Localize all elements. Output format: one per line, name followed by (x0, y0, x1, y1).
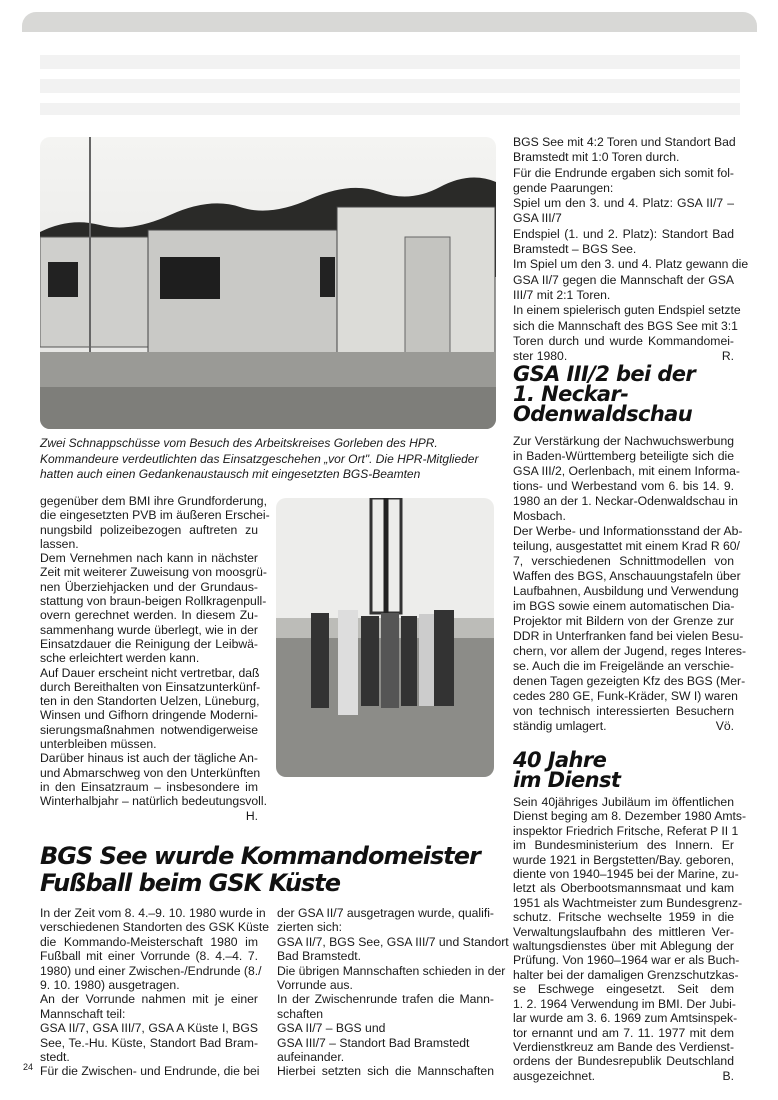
text-line: stattung von braun-beigen Rollkragenpull- (40, 594, 267, 609)
headline-line: Fußball beim GSK Küste (40, 869, 341, 897)
text-line: denen Tagen gezeigten Kfz des BGS (Mer- (513, 674, 746, 688)
text-line: unterbleiben müssen. (40, 737, 157, 752)
text-line: Waffen des BGS, Anschauungstafeln über (513, 569, 741, 583)
text-line: Endspiel (1. und 2. Platz): Standort Bad (513, 226, 734, 241)
text-line: se Eschwege eingesetzt. Seit dem (513, 982, 734, 997)
text-line: Toren durch und wurde Kommandomei- (513, 333, 734, 348)
text-line: Bramstedt – BGS See. (513, 242, 637, 257)
text-line: se. Auch die im Freigelände an verschie- (513, 659, 734, 673)
text-line: tor ernannt und am 7. 11. 1977 mit dem (513, 1025, 734, 1040)
football-column-1 (40, 906, 269, 1079)
headline-line: 1. Neckar- (513, 382, 629, 406)
text-line: Der Werbe- und Informationsstand der Ab- (513, 524, 743, 538)
text-line: wurde 1921 in Bergstetten/Bay. geboren, (513, 852, 734, 867)
football-headline (40, 843, 480, 897)
text-line: Hierbei setzten sich die Mannschaften (277, 1064, 494, 1079)
headline-line: 40 Jahre (513, 748, 607, 772)
text-line: Vorrunde aus. (277, 978, 353, 993)
text-line: schutz. Fritsche wechselte 1959 in die (513, 910, 734, 925)
text-line: GSA III/2, Oerlenbach, mit einem Informa- (513, 464, 740, 478)
headline-line: BGS See wurde Kommandomeister (40, 842, 480, 870)
text-line: Im Spiel um den 3. und 4. Platz gewann die (513, 257, 749, 272)
photo-containers (40, 137, 496, 429)
page-header-band (22, 12, 757, 32)
text-line: Bad Bramstedt. (277, 949, 361, 964)
text-line: An der Vorrunde nahmen mit je einer (40, 992, 258, 1007)
text-line: GSA II/7, GSA III/7, GSA A Küste I, BGS (40, 1021, 258, 1036)
text-line: halter bei der damaligen Grenzschutzkas- (513, 967, 739, 982)
text-line: zierten sich: (277, 920, 343, 935)
text-line: nungsbild polizeibezogen auftreten zu (40, 522, 258, 537)
text-line: DDR in Unterfranken fand bei vielen Besu- (513, 629, 744, 643)
text-line: nen Überziehjacken und der Grundaus- (40, 579, 258, 594)
text-line: In der Zeit vom 8. 4.–9. 10. 1980 wurde in (40, 906, 266, 920)
text-line: Laufbahnen, Ausbildung und Verwendung (513, 584, 739, 598)
text-line: Mannschaft teil: (40, 1006, 126, 1021)
jubilee-article (513, 795, 747, 1083)
text-line: die eingesetzten PVB im äußeren Erschei- (40, 508, 270, 523)
text-line: durch Bereithalten von Einsatzunterkünf- (40, 679, 261, 694)
text-line: III/7 mit 2:1 Toren. (513, 287, 611, 302)
text-line: Dem Vernehmen nach kann in nächster (40, 551, 258, 566)
text-line: Prüfung. Von 1960–1964 war er als Buch- (513, 953, 740, 968)
text-line: In einem spielerisch guten Endspiel setzte (513, 303, 741, 318)
text-line: tions- und Werbestand vom 6. bis 14. 9. (513, 479, 734, 493)
text-line: 9. 10. 1980) ausgetragen. (40, 978, 180, 993)
text-line: lar wurde am 3. 6. 1969 zum Amtsinspek- (513, 1011, 738, 1026)
text-line: cedes 280 GE, Funk-Kräder, SW I) waren (513, 689, 738, 703)
text-line: Dienst beging am 8. Dezember 1980 Amts- (513, 809, 747, 824)
text-line: und Abmarschweg von den Unterkünften (40, 765, 261, 780)
football-column-3 (513, 135, 749, 364)
text-line: teilung, ausgestattet mit einem Krad R 60/ (513, 539, 740, 553)
text-line: ausgezeichnet. (513, 1068, 595, 1083)
text-line: Verdienstkreuz am Bande des Verdienst- (513, 1039, 734, 1054)
neckar-headline (513, 364, 695, 424)
text-line: gegenüber dem BMI ihre Grundforderung, (40, 494, 267, 508)
text-line: Mosbach. (513, 509, 566, 523)
text-line: GSA II/7, BGS See, GSA III/7 und Standort (277, 934, 509, 949)
text-line: Auf Dauer erscheint nicht vertretbar, daß (40, 665, 260, 680)
text-line: Zur Verstärkung der Nachwuchswerbung (513, 434, 734, 448)
text-line: sich die Mannschaft des BGS See mit 3:1 (513, 318, 738, 333)
text-line: Für die Zwischen- und Endrunde, die bei (40, 1064, 260, 1079)
text-line: stedt. (40, 1050, 70, 1065)
text-line: im BGS sowie einem automatischen Dia- (513, 599, 735, 613)
neckar-article (513, 434, 747, 734)
text-line: Verwaltungslaufbahn des mittleren Ver- (513, 924, 734, 939)
author-signature: Vö. (715, 719, 734, 733)
text-line: in den Einsatzraum – insbesondere im (40, 779, 258, 794)
text-line: ordens der Bundesrepublik Deutschland (513, 1054, 734, 1069)
text-line: in Baden-Württemberg beteiligte sich die (513, 449, 734, 463)
text-line: Die übrigen Mannschaften schieden in der (277, 963, 506, 978)
text-line: der GSA II/7 ausgetragen wurde, qualifi- (277, 906, 494, 920)
text-line: GSA III/7 – Standort Bad Bramstedt (277, 1035, 470, 1050)
author-signature: B. (722, 1068, 734, 1083)
photo-group (276, 498, 494, 777)
text-line: See, Te.-Hu. Küste, Standort Bad Bram- (40, 1035, 258, 1050)
text-line: die Kommando-Meisterschaft 1980 im (40, 934, 258, 949)
headline-line: im Dienst (513, 768, 621, 792)
football-column-2 (277, 906, 509, 1079)
page-number: 24 (23, 1062, 34, 1072)
text-line: sammenhang wurde überlegt, wie in der (40, 622, 258, 637)
text-line: 1. 2. 1964 Verwendung im BMI. Der Jubi- (513, 996, 736, 1011)
author-signature: H. (245, 808, 258, 823)
text-line: 1980) und einer Zwischen-/Endrunde (8./ (40, 963, 262, 978)
text-line: In der Zwischenrunde trafen die Mann- (277, 992, 494, 1007)
text-line: Fußball mit einer Vorrunde (8. 4.–4. 7. (40, 949, 258, 964)
text-line: BGS See mit 4:2 Toren und Standort Bad (513, 135, 736, 149)
text-line: 7, verschiedenen Schnittmodellen von (513, 554, 734, 568)
text-line: Darüber hinaus ist auch der tägliche An- (40, 751, 258, 766)
text-line: Bramstedt mit 1:0 Toren durch. (513, 150, 680, 165)
text-line: aufeinander. (277, 1050, 345, 1065)
headline-line: GSA III/2 bei der (513, 362, 696, 386)
jubilee-headline (513, 750, 620, 790)
text-line: sierungsmaßnahmen notwendigerweise (40, 722, 258, 737)
text-line: GSA III/7 (513, 211, 562, 226)
closing-line (40, 809, 258, 823)
bleedthrough (40, 55, 740, 115)
text-line: ständig umlagert. (513, 719, 607, 733)
text-line: diente von 1940–1945 bei der Marine, zu- (513, 867, 739, 882)
left-article (40, 494, 270, 823)
text-line: 1980 an der 1. Neckar-Odenwaldschau in (513, 494, 738, 508)
text-line: chern, vor allem der Jugend, reges Interes- (513, 644, 747, 658)
photo-caption: Zwei Schnappschüsse vom Besuch des Arbeitskreises Gorleben des HPR. Kommandeure verdeutlichten das Einsatzgeschehen „vor Ort". Die HPR-Mitglieder hatten auch einen Gedankenaustausch mit eingesetzten BGS-Beamten (40, 436, 479, 481)
text-line: gende Paarungen: (513, 180, 614, 195)
text-line: overn gerechnet werden. In diesem Zu- (40, 608, 258, 623)
text-line: ster 1980. (513, 349, 568, 364)
text-line: Projektor mit Bildern von der Grenze zur (513, 614, 734, 628)
text-line: ten in den Standorten Uelzen, Lüneburg, (40, 694, 260, 709)
author-signature: R. (721, 349, 734, 364)
text-line: GSA II/7 – BGS und (277, 1021, 386, 1036)
text-line: Winsen und Gifhorn dringende Moderni- (40, 708, 258, 723)
text-line: schaften (277, 1006, 324, 1021)
text-line: GSA II/7 gegen die Mannschaft der GSA (513, 272, 734, 287)
headline-line: Odenwaldschau (513, 402, 693, 426)
text-line: Zeit mit weiterer Zuweisung von moosgrü- (40, 565, 267, 580)
text-line: von technisch interessierten Besuchern (513, 704, 734, 718)
text-line: Sein 40jähriges Jubiläum im öffentlichen (513, 795, 734, 809)
text-line: sche erleichtert werden kann. (40, 651, 200, 666)
closing-line (513, 1069, 734, 1083)
text-line: Einsatzdauer die Reinigung der Leibwä- (40, 636, 258, 651)
text-line: Spiel um den 3. und 4. Platz: GSA II/7 – (513, 196, 734, 211)
text-line: Winterhalbjahr – natürlich bedeutungsvoll. (40, 794, 267, 809)
text-line: waltungsdienstes über mit Ablegung der (513, 939, 734, 954)
text-line: Für die Endrunde ergaben sich somit fol- (513, 165, 734, 180)
text-line: im Bundesministerium des Innern. Er (513, 838, 734, 853)
text-line: letzt als Oberbootsmannsmaat und kam (513, 881, 734, 896)
closing-line (513, 719, 734, 734)
text-line: verschiedenen Standorten des GSK Küste (40, 920, 269, 935)
text-line: lassen. (40, 536, 79, 551)
text-line: inspektor Friedrich Fritsche, Referat P II 1 (513, 823, 739, 838)
text-line: 1951 als Wachtmeister zum Bundesgrenz- (513, 895, 743, 910)
